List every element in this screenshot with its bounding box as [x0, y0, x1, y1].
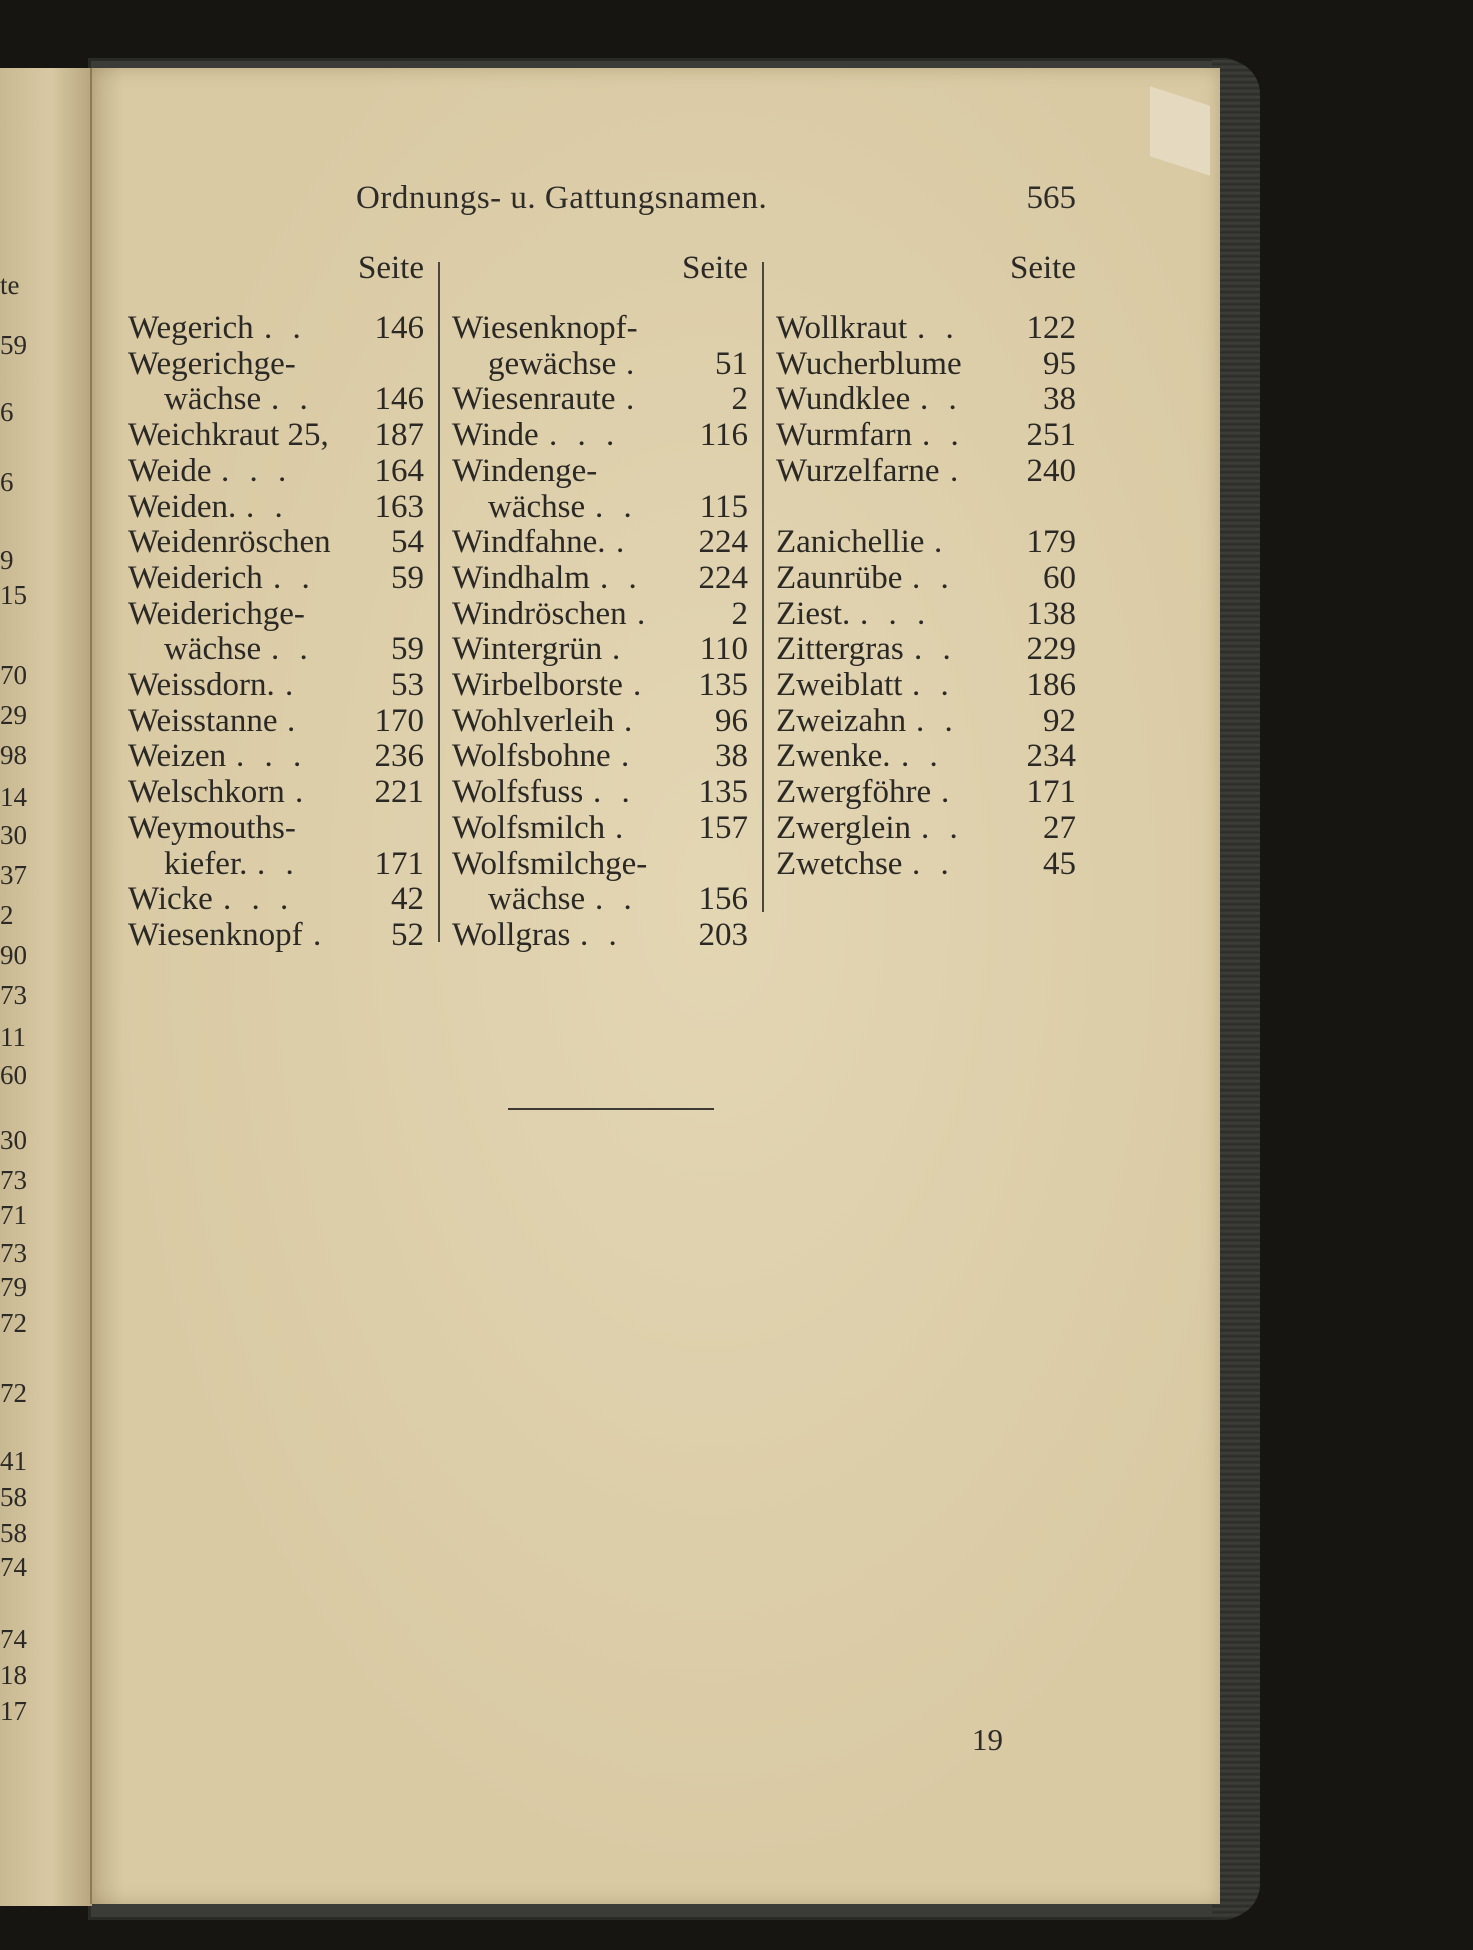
entry-page-number: 138: [1026, 595, 1076, 632]
entry-leader-dots: . .: [257, 845, 300, 882]
index-entry: [128, 846, 428, 882]
index-entry: [128, 310, 428, 346]
left-page-edge-number: 60: [0, 1060, 27, 1090]
entry-term: Weide: [128, 452, 212, 489]
left-page-edge-number: 14: [0, 782, 27, 812]
entry-term: Wiesenknopf-: [452, 310, 638, 346]
index-entry: [128, 738, 428, 774]
left-page-edge-number: 9: [0, 545, 14, 575]
entry-page-number: 164: [374, 452, 424, 489]
entry-page-number: 171: [374, 845, 424, 882]
left-page-edge-number: 18: [0, 1660, 27, 1690]
index-entry: [128, 667, 428, 703]
column-rule: [762, 262, 764, 912]
left-page-edge-number: 59: [0, 330, 27, 360]
index-column-3: [776, 250, 1080, 950]
entry-term: Weymouths-: [128, 809, 296, 846]
entry-leader-dots: .: [934, 524, 949, 561]
entry-term: Zwergföhre: [776, 774, 932, 811]
entry-term: Wollgras: [452, 916, 571, 953]
left-page-edge-number: 29: [0, 700, 27, 730]
index-entry: [452, 417, 752, 453]
entry-page-number: 27: [1043, 809, 1076, 846]
index-entry: [776, 703, 1080, 739]
section-divider: [508, 1108, 714, 1110]
left-page-edge-number: 74: [0, 1624, 27, 1654]
entry-page-number: 224: [698, 559, 748, 596]
entry-page-number: 95: [1043, 345, 1076, 382]
entry-page-number: 203: [698, 916, 748, 953]
index-entry: [776, 560, 1080, 596]
entry-page-number: 53: [391, 667, 424, 703]
column-heading: Seite: [682, 250, 748, 286]
left-page-edge-number: 70: [0, 660, 27, 690]
left-page-edge-number: 74: [0, 1552, 27, 1582]
entry-term: Zwerglein: [776, 809, 912, 846]
left-page-edge-number: 72: [0, 1308, 27, 1338]
entry-page-number: 60: [1043, 559, 1076, 596]
entry-leader-dots: . .: [273, 559, 316, 596]
left-page-edge-number: 6: [0, 467, 14, 497]
entry-term: Zittergras: [776, 631, 904, 668]
entry-leader-dots: .: [295, 774, 310, 811]
left-page-edge-number: 15: [0, 580, 27, 610]
left-page-edge-number: 30: [0, 1125, 27, 1155]
entry-term: Weiderich: [128, 559, 263, 596]
entry-term: Wurzelfarne: [776, 452, 940, 489]
left-page-edge-number: 58: [0, 1518, 27, 1548]
index-entry: [452, 738, 752, 774]
gutter: [90, 68, 92, 1904]
entry-page-number: 110: [699, 631, 748, 668]
entry-term: Wegerichge-: [128, 345, 296, 382]
entry-leader-dots: . .: [580, 916, 623, 953]
entry-page-number: 229: [1026, 631, 1076, 668]
entry-leader-dots: .: [941, 774, 956, 811]
entry-page-number: 115: [699, 488, 748, 525]
entry-page-number: 52: [391, 916, 424, 953]
left-page-edge-number: 30: [0, 820, 27, 850]
entry-page-number: 135: [698, 774, 748, 811]
left-page-edge-number: 73: [0, 1165, 27, 1195]
entry-leader-dots: .: [633, 667, 648, 703]
entry-page-number: 251: [1026, 417, 1076, 454]
entry-page-number: 224: [698, 524, 748, 561]
entry-leader-dots: . .: [595, 488, 638, 525]
entry-term: Wintergrün: [452, 631, 603, 668]
index-entry: [452, 596, 752, 632]
entry-term: Ziest.: [776, 595, 851, 632]
entry-term: Weisstanne: [128, 702, 278, 739]
entry-term: Weidenröschen: [128, 524, 331, 561]
entry-leader-dots: .: [637, 595, 652, 632]
entry-page-number: 59: [391, 631, 424, 668]
entry-page-number: 122: [1026, 310, 1076, 346]
entry-page-number: 2: [731, 381, 748, 418]
entry-page-number: 146: [374, 310, 424, 346]
entry-leader-dots: .: [612, 631, 627, 668]
entry-term: Wundklee: [776, 381, 911, 418]
left-page-edge: [0, 68, 92, 1906]
left-page-edge-number: 11: [0, 1022, 26, 1052]
entry-term: Wolfsmilchge-: [452, 845, 648, 882]
entry-leader-dots: . .: [593, 774, 636, 811]
index-entry: [776, 738, 1080, 774]
index-entry: [128, 524, 428, 560]
entry-leader-dots: .: [621, 738, 636, 775]
index-entry: [452, 917, 752, 953]
entry-leader-dots: . .: [912, 667, 955, 703]
left-page-edge-number: 17: [0, 1696, 27, 1726]
left-page-edge-number: 72: [0, 1378, 27, 1408]
entry-page-number: 186: [1026, 667, 1076, 703]
entry-term: wächse: [488, 488, 586, 525]
entry-page-number: 2: [731, 595, 748, 632]
index-entry: [776, 631, 1080, 667]
entry-term: Weiden.: [128, 488, 237, 525]
index-entry: [776, 489, 1080, 525]
left-page-edge-number: 2: [0, 900, 14, 930]
page-number: 565: [1026, 180, 1076, 216]
entry-page-number: 59: [391, 559, 424, 596]
entry-page-number: 163: [374, 488, 424, 525]
index-entry: [452, 667, 752, 703]
entry-page-number: 116: [699, 417, 748, 454]
column-heading: Seite: [358, 250, 424, 286]
index-entry: [128, 703, 428, 739]
entry-leader-dots: . .: [916, 702, 959, 739]
entry-leader-dots: . .: [271, 381, 314, 418]
index-entry: [776, 596, 1080, 632]
left-page-edge-number: 90: [0, 940, 27, 970]
entry-page-number: 179: [1026, 524, 1076, 561]
left-page-edge-number: te: [0, 270, 20, 300]
entry-term: Weichkraut 25,: [128, 417, 329, 454]
index-entry: [452, 489, 752, 525]
index-entry: [776, 846, 1080, 882]
entry-term: Wicke: [128, 881, 213, 918]
entry-term: Wollkraut: [776, 310, 908, 346]
entry-leader-dots: .: [624, 702, 639, 739]
entry-page-number: 170: [374, 702, 424, 739]
entry-leader-dots: .: [313, 916, 328, 953]
index-entry: [452, 631, 752, 667]
entry-page-number: 236: [374, 738, 424, 775]
entry-leader-dots: . . .: [236, 738, 308, 775]
entry-page-number: 187: [374, 417, 424, 454]
entry-term: Zwenke.: [776, 738, 891, 775]
entry-page-number: 146: [374, 381, 424, 418]
entry-term: gewächse: [488, 345, 617, 382]
index-entry: [452, 560, 752, 596]
entry-leader-dots: . .: [271, 631, 314, 668]
left-page-edge-number: 58: [0, 1482, 27, 1512]
index-entry: [128, 489, 428, 525]
index-entry: [128, 346, 428, 382]
left-page-edge-number: 37: [0, 860, 27, 890]
entry-term: Wolfsbohne: [452, 738, 611, 775]
entry-term: Welschkorn: [128, 774, 285, 811]
entry-term: Windhalm: [452, 559, 590, 596]
entry-term: Windenge-: [452, 452, 598, 489]
index-entry: [776, 453, 1080, 489]
index-entry: [128, 453, 428, 489]
entry-leader-dots: . .: [921, 809, 964, 846]
entry-term: Weiderichge-: [128, 595, 305, 632]
index-entry: [452, 453, 752, 489]
entry-term: Wucherblume: [776, 345, 962, 382]
entry-leader-dots: . .: [595, 881, 638, 918]
index-entry: [776, 417, 1080, 453]
index-entry: [776, 310, 1080, 346]
entry-term: Zweiblatt: [776, 667, 903, 703]
entry-term: Wiesenraute: [452, 381, 616, 418]
entry-term: Wiesenknopf: [128, 916, 303, 953]
left-page-edge-number: 73: [0, 1238, 27, 1268]
entry-page-number: 96: [715, 702, 748, 739]
entry-leader-dots: . . .: [223, 881, 295, 918]
entry-term: Wegerich: [128, 310, 254, 346]
index-entry: [128, 417, 428, 453]
entry-leader-dots: .: [626, 381, 641, 418]
entry-leader-dots: . .: [912, 559, 955, 596]
index-entry: [776, 346, 1080, 382]
entry-leader-dots: . . .: [860, 595, 932, 632]
entry-page-number: 42: [391, 881, 424, 918]
index-entry: [776, 524, 1080, 560]
left-page-edge-number: 98: [0, 740, 27, 770]
entry-leader-dots: .: [626, 345, 641, 382]
index-entry: [452, 846, 752, 882]
entry-leader-dots: . .: [917, 310, 960, 346]
entry-page-number: 171: [1026, 774, 1076, 811]
index-entry: [128, 774, 428, 810]
entry-page-number: 234: [1026, 738, 1076, 775]
index-column-2: [452, 250, 752, 953]
entry-leader-dots: . .: [901, 738, 944, 775]
entry-leader-dots: . . .: [221, 452, 293, 489]
entry-leader-dots: . .: [600, 559, 643, 596]
entry-page-number: 240: [1026, 452, 1076, 489]
left-page-edge-number: 6: [0, 397, 14, 427]
index-entry: [128, 810, 428, 846]
entry-leader-dots: . .: [264, 310, 307, 346]
entry-leader-dots: . .: [914, 631, 957, 668]
entry-term: wächse: [164, 631, 262, 668]
entry-leader-dots: . . .: [549, 417, 621, 454]
entry-term: Zwetchse: [776, 845, 903, 882]
entry-page-number: 92: [1043, 702, 1076, 739]
entry-leader-dots: .: [615, 809, 630, 846]
entry-term: Wolfsmilch: [452, 809, 606, 846]
entry-leader-dots: .: [287, 702, 302, 739]
index-entry: [452, 774, 752, 810]
entry-page-number: 51: [715, 345, 748, 382]
index-entry: [452, 381, 752, 417]
entry-page-number: 38: [715, 738, 748, 775]
index-entry: [128, 381, 428, 417]
index-entry: [452, 703, 752, 739]
entry-term: Zanichellie: [776, 524, 925, 561]
index-entry: [776, 381, 1080, 417]
left-page-edge-number: 41: [0, 1446, 27, 1476]
entry-term: Wirbelborste: [452, 667, 623, 703]
entry-term: Zaunrübe: [776, 559, 903, 596]
signature-mark: 19: [972, 1722, 1003, 1757]
column-heading: Seite: [1010, 250, 1076, 286]
left-page-edge-number: 71: [0, 1200, 27, 1230]
entry-term: Weizen: [128, 738, 227, 775]
entry-leader-dots: .: [616, 524, 631, 561]
entry-leader-dots: .: [285, 667, 300, 703]
entry-term: Wurmfarn: [776, 417, 913, 454]
index-entry: [452, 810, 752, 846]
entry-term: Windröschen: [452, 595, 627, 632]
index-entry: [128, 631, 428, 667]
index-entry: [128, 917, 428, 953]
index-entry: [128, 881, 428, 917]
index-entry: [452, 310, 752, 346]
index-entry: [128, 596, 428, 632]
entry-leader-dots: . .: [246, 488, 289, 525]
left-page-edge-number: 79: [0, 1272, 27, 1302]
running-head: [356, 180, 1076, 224]
column-rule: [438, 262, 440, 942]
index-entry: [452, 346, 752, 382]
index-entry: [776, 810, 1080, 846]
entry-term: Windfahne.: [452, 524, 606, 561]
entry-term: kiefer.: [164, 845, 248, 882]
entry-term: Weissdorn.: [128, 667, 275, 703]
entry-leader-dots: . .: [922, 417, 965, 454]
entry-page-number: 38: [1043, 381, 1076, 418]
index-entry: [776, 667, 1080, 703]
entry-page-number: 135: [698, 667, 748, 703]
entry-term: Wolfsfuss: [452, 774, 584, 811]
index-entry: [452, 881, 752, 917]
entry-leader-dots: . .: [912, 845, 955, 882]
index-entry: [776, 774, 1080, 810]
entry-page-number: 157: [698, 809, 748, 846]
index-entry: [128, 560, 428, 596]
entry-term: wächse: [164, 381, 262, 418]
left-page-edge-number: 73: [0, 980, 27, 1010]
entry-leader-dots: . .: [920, 381, 963, 418]
entry-page-number: 54: [391, 524, 424, 561]
index-entry: [452, 524, 752, 560]
entry-page-number: 45: [1043, 845, 1076, 882]
entry-term: Zweizahn: [776, 702, 907, 739]
entry-page-number: 156: [698, 881, 748, 918]
entry-page-number: 221: [374, 774, 424, 811]
entry-term: wächse: [488, 881, 586, 918]
entry-term: Wohlverleih: [452, 702, 615, 739]
entry-leader-dots: .: [950, 452, 965, 489]
entry-term: Winde: [452, 417, 539, 454]
running-head-title: Ordnungs- u. Gattungsnamen.: [356, 180, 768, 216]
index-column-1: [128, 250, 428, 953]
